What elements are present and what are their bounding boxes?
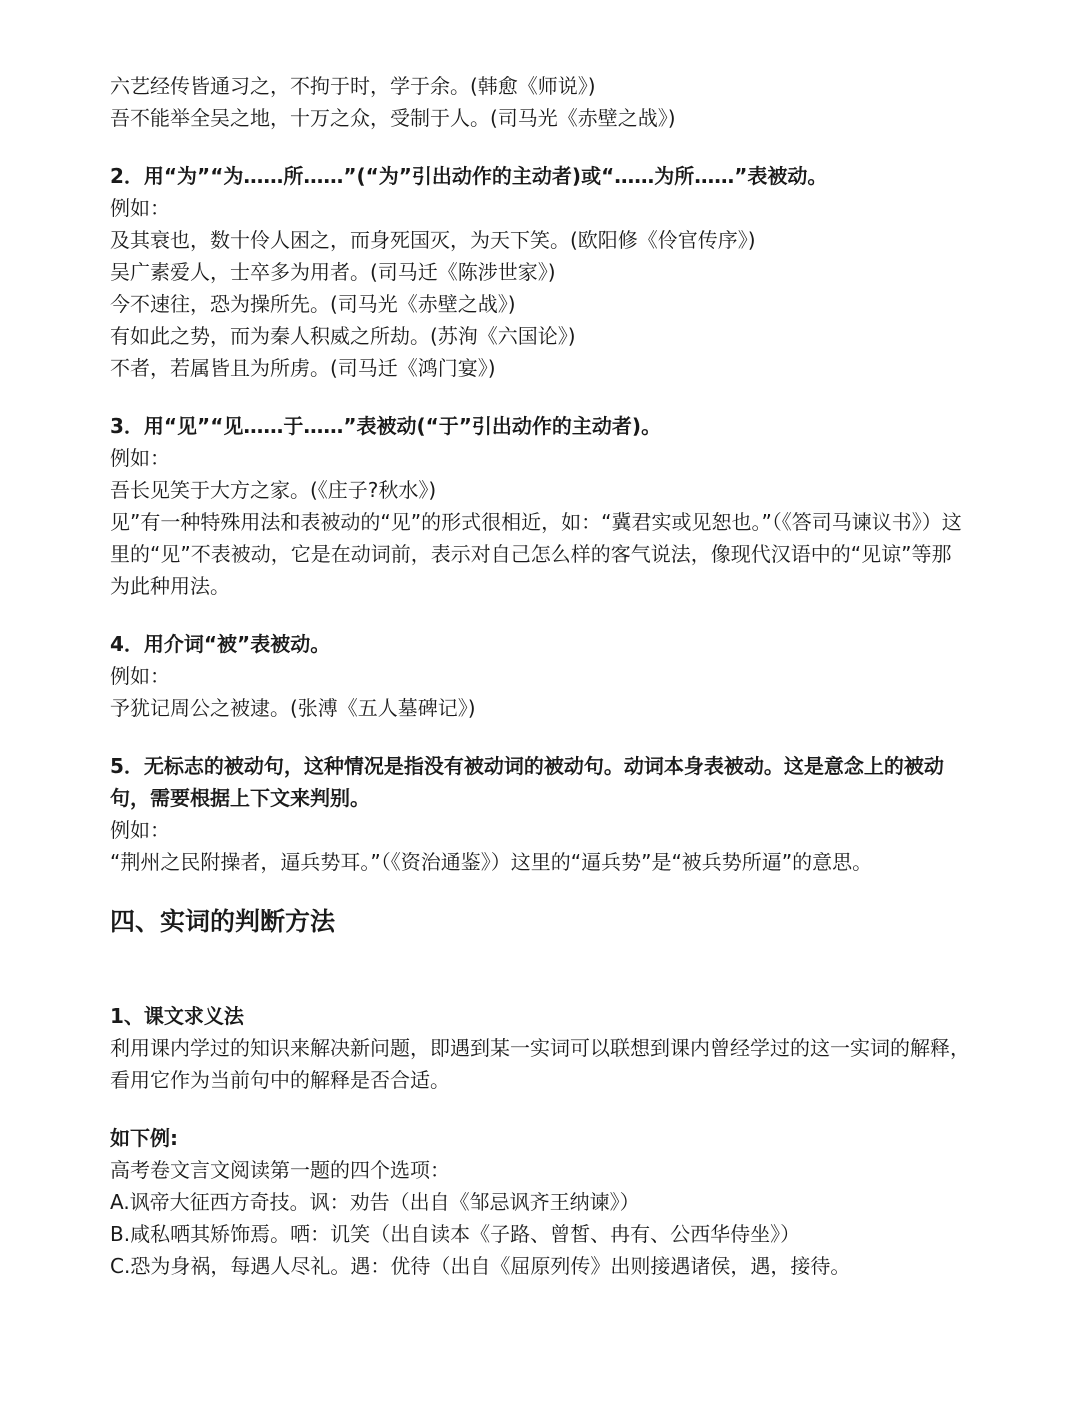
option-c: C.恐为身祸，每遇人尽礼。遇：优待（出自《屈原列传》出则接遇诸侯，遇，接待。	[110, 1254, 851, 1278]
item3-heading: 3．用“见”“见……于……”表被动(“于”引出动作的主动者)。	[110, 414, 662, 438]
item2-example: 吴广素爱人，士卒多为用者。(司马迁《陈涉世家》)	[110, 260, 556, 284]
item5-note: “荆州之民附操者，逼兵势耳。”（《资治通鉴》）这里的“逼兵势”是“被兵势所逼”的意思。	[110, 850, 873, 874]
item4-example-label: 例如：	[110, 664, 170, 688]
item2-example: 及其衰也，数十伶人困之，而身死国灭，为天下笑。(欧阳修《伶官传序》)	[110, 228, 756, 252]
intro-line: 吾不能举全吴之地，十万之众，受制于人。(司马光《赤壁之战》)	[110, 106, 676, 130]
item2-example-label: 例如：	[110, 196, 170, 220]
item3-example: 吾长见笑于大方之家。(《庄子?秋水》)	[110, 478, 437, 502]
item2-example: 不者，若属皆且为所虏。(司马迁《鸿门宴》)	[110, 356, 496, 380]
item3-example-label: 例如：	[110, 446, 170, 470]
item2-heading: 2．用“为”“为……所……”(“为”引出动作的主动者)或“……为所……”表被动。	[110, 164, 828, 188]
option-a: A.讽帝大征西方奇技。讽：劝告（出自《邹忌讽齐王纳谏》）	[110, 1190, 640, 1214]
item2-example: 有如此之势，而为秦人积威之所劫。(苏洵《六国论》)	[110, 324, 576, 348]
method1-description: 利用课内学过的知识来解决新问题，即遇到某一实词可以联想到课内曾经学过的这一实词的解释，看用它作为当前句中的解释是否合适。	[110, 1036, 970, 1092]
example-block-heading: 如下例:	[110, 1126, 178, 1150]
item3-note: 见”有一种特殊用法和表被动的“见”的形式很相近，如：“冀君实或见恕也。”（《答司马谏议书》）这里的“见”不表被动，它是在动词前，表示对自己怎么样的客气说法，像现代汉语中的“见谅”等那为此种用法。	[110, 510, 962, 598]
method1-heading: 1、课文求义法	[110, 1004, 244, 1028]
intro-line: 六艺经传皆通习之，不拘于时，学于余。(韩愈《师说》)	[110, 74, 596, 98]
item5-example-label: 例如：	[110, 818, 170, 842]
item5-heading: 5．无标志的被动句，这种情况是指没有被动词的被动句。动词本身表被动。这是意念上的被动句，需要根据上下文来判别。	[110, 754, 944, 810]
section-title: 四、实词的判断方法	[110, 907, 336, 936]
item4-heading: 4．用介词“被”表被动。	[110, 632, 331, 656]
example-block-intro: 高考卷文言文阅读第一题的四个选项：	[110, 1158, 450, 1182]
item2-example: 今不速往，恐为操所先。(司马光《赤壁之战》)	[110, 292, 516, 316]
item4-example: 予犹记周公之被逮。(张溥《五人墓碑记》)	[110, 696, 476, 720]
document-page	[110, 70, 970, 1282]
option-b: B.咸私哂其矫饰焉。哂：讥笑（出自读本《子路、曾皙、冉有、公西华侍坐》）	[110, 1222, 801, 1246]
